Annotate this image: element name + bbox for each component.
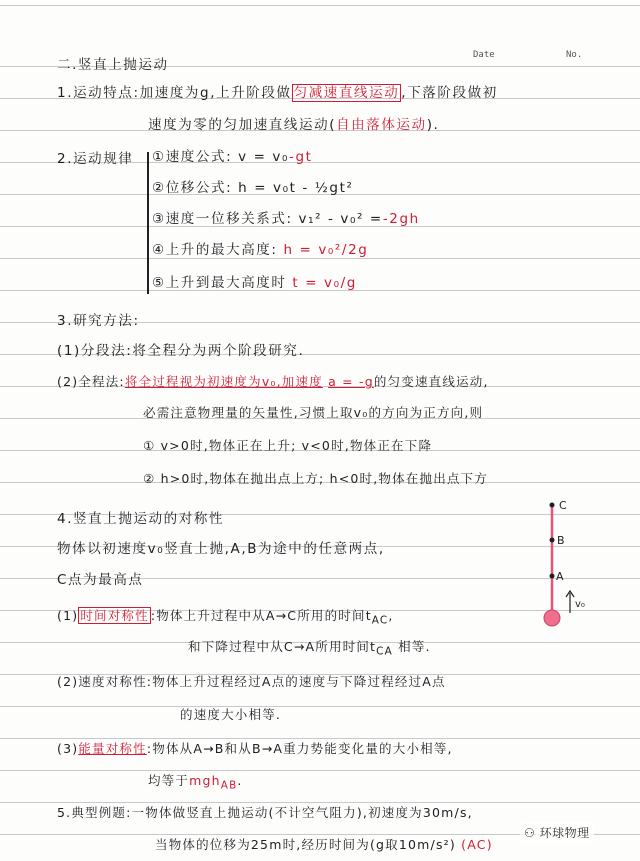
no-label: No. — [566, 50, 583, 60]
point-b-dot — [550, 538, 555, 543]
s1-text-a: 1.运动特点:加速度为g,上升阶段做 — [57, 85, 292, 101]
s1-text-d: 速度为零的匀加速直线运动( — [148, 117, 337, 133]
s4-vel-sym-2: 的速度大小相等. — [180, 707, 282, 722]
s3-case-2: ② h>0时,物体在抛出点上方; h<0时,物体在抛出点下方 — [143, 471, 489, 486]
s4-energy-sym-1 — [57, 740, 453, 758]
s4-e2-period: . — [237, 773, 243, 788]
s4-e1-text: :物体从A→B和从B→A重力势能变化量的大小相等, — [146, 741, 453, 756]
s2-item-4 — [152, 241, 368, 259]
s4-e2-text: 均等于 — [148, 773, 190, 788]
s2-item-2-text: ②位移公式: h = v₀t - ½gt² — [152, 180, 354, 196]
s4-t2-tail: 相等. — [398, 639, 431, 654]
s1-line2 — [148, 116, 439, 134]
s4-t1-text: :物体上升过程中从A→C所用的时间t — [150, 608, 372, 623]
label-c: C — [559, 499, 567, 512]
s5-question: 当物体的位移为25m时,经历时间为(g取10m/s²) — [155, 837, 456, 852]
date-label: Date — [473, 50, 495, 60]
s2-item-1-text: ①速度公式: v = v₀ — [152, 149, 290, 165]
s1-text-c: ,下落阶段做初 — [401, 85, 498, 101]
s2-item-4-text: ④上升的最大高度: — [152, 242, 278, 258]
s2-item-3 — [152, 210, 420, 228]
s4-time-sym-2 — [188, 638, 431, 661]
s3-method-1: (1)分段法:将全程分为两个阶段研究. — [57, 343, 305, 359]
s4-t1-sub: AC — [371, 614, 389, 627]
s1-highlight-uniform-decel: 匀减速直线运动 — [293, 85, 400, 101]
watermark-text: 环球物理 — [539, 826, 590, 840]
s2-item-1-red: -gt — [289, 149, 313, 165]
s2-item-5-text: ⑤上升到最大高度时 — [152, 275, 287, 291]
s3-m2-label: (2)全程法: — [57, 374, 125, 389]
s2-item-3-text: ③速度一位移关系式: v₁² - v₀² = — [152, 211, 383, 227]
point-c-dot — [550, 503, 555, 508]
s1-text-f: ). — [426, 117, 440, 133]
s2-item-5 — [152, 274, 357, 292]
s4-t2-text: 和下降过程中从C→A所用时间t — [188, 639, 377, 654]
ball — [544, 610, 560, 626]
s5-line1: 5.典型例题:一物体做竖直上抛运动(不计空气阻力),初速度为30m/s, — [57, 805, 473, 820]
s3-title: 3.研究方法: — [57, 313, 140, 329]
s4-title: 4.竖直上抛运动的对称性 — [57, 511, 225, 527]
s2-item-2 — [152, 179, 354, 197]
s4-energy-symmetry-label: 能量对称性 — [78, 741, 147, 756]
s4-e1-num: (3) — [57, 741, 79, 756]
s3-case-1: ① v>0时,物体正在上升; v<0时,物体正在下降 — [143, 438, 433, 453]
s5-answer: (AC) — [461, 837, 493, 852]
point-a-dot — [550, 574, 555, 579]
s4-t1-comma: , — [388, 608, 394, 623]
s4-time-symmetry-label: 时间对称性 — [80, 608, 149, 623]
s4-t2-sub: CA — [376, 645, 393, 658]
label-b: B — [557, 534, 565, 547]
s4-energy-sym-2 — [148, 772, 243, 795]
s3-m2-accel: a = -g — [328, 374, 374, 389]
s3-m2-tail: 的匀变速直线运动, — [373, 374, 489, 389]
s1-line1 — [57, 84, 498, 102]
s4-vel-sym-1: (2)速度对称性:物体上升过程经过A点的速度与下降过程经过A点 — [57, 674, 446, 689]
s2-label: 2.运动规律 — [57, 151, 134, 167]
s2-item-1 — [152, 148, 313, 166]
watermark — [520, 822, 594, 843]
s3-method-2 — [57, 373, 489, 391]
s3-m2-red: 将全过程视为初速度为v₀,加速度 — [124, 374, 323, 389]
s5-line2 — [155, 836, 493, 854]
label-a: A — [556, 570, 564, 583]
s3-note: 必需注意物理量的矢量性,习惯上取v₀的方向为正方向,则 — [143, 405, 484, 420]
section-title: 二.竖直上抛运动 — [57, 57, 169, 73]
s4-para-2: C点为最高点 — [57, 572, 144, 588]
s1-highlight-free-fall: 自由落体运动 — [336, 117, 427, 133]
s4-para-1: 物体以初速度v₀竖直上抛,A,B为途中的任意两点, — [57, 541, 385, 557]
s4-e2-sub: AB — [220, 779, 238, 792]
s2-item-4-red: h = v₀²/2g — [283, 242, 369, 258]
s2-item-5-red: t = v₀/g — [292, 275, 357, 291]
s4-t1-num: (1) — [57, 608, 79, 623]
s4-time-sym-1 — [57, 607, 394, 630]
s2-item-3-red: -2gh — [382, 211, 420, 227]
label-v0: v₀ — [575, 599, 585, 610]
s4-e2-mgh: mgh — [189, 773, 221, 788]
symmetry-diagram — [530, 495, 590, 635]
wechat-icon: ⚇ — [524, 826, 536, 840]
